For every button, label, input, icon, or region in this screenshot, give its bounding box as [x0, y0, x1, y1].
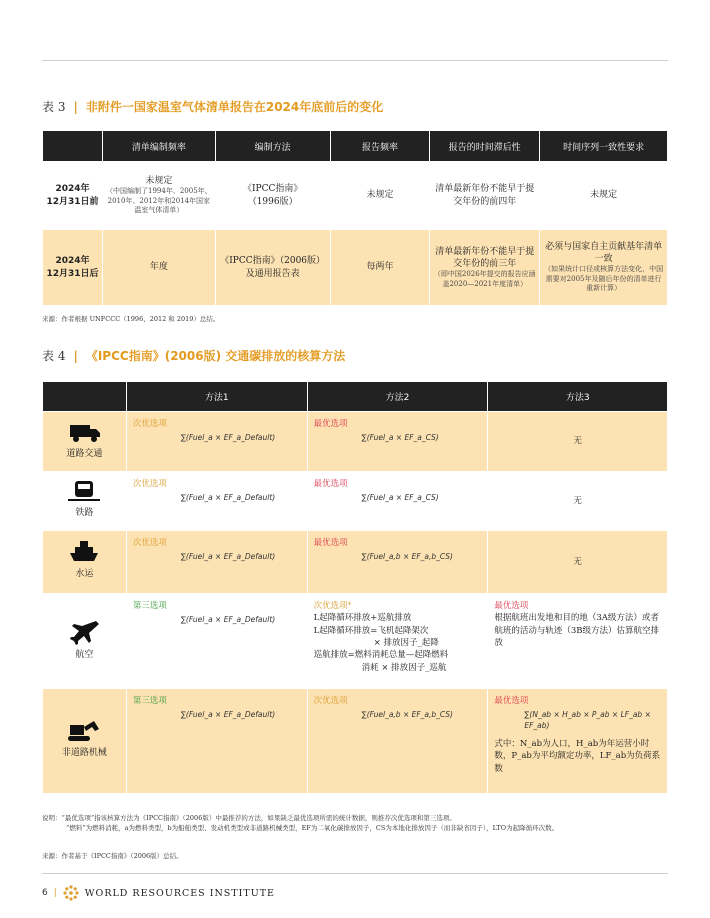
- method-line: 消耗 × 排放因子_巡航: [361, 662, 447, 673]
- vehicle-name: 铁路: [75, 508, 94, 519]
- method2-cell: [307, 689, 488, 794]
- method-line: L起降循环排放=飞机起降架次: [313, 625, 429, 636]
- reporting-cell: 未规定: [330, 162, 430, 230]
- table4-source: 来源：作者基于《IPCC指南》（2006版）总结。: [42, 852, 183, 860]
- consistency-value: 必须与国家自主贡献基年清单一致: [545, 242, 663, 265]
- airplane-icon: [66, 617, 102, 645]
- table-row: [43, 594, 668, 689]
- option-label: 次优选项: [132, 419, 167, 429]
- vehicle-name: 道路交通: [66, 448, 103, 459]
- method3-cell: 无: [488, 531, 668, 594]
- footer-divider: [42, 873, 668, 874]
- vehicle-name: 非道路机械: [61, 748, 107, 759]
- table3-number: 表 3: [42, 100, 66, 114]
- table4-header: 方法2: [307, 382, 488, 412]
- consistency-note: （如果统计口径或核算方法变化，中国需要对2005年及随后年份的清单进行重新计算）: [544, 265, 664, 293]
- method3-cell: [488, 689, 668, 794]
- method-cell: 《IPCC指南》 （1996版）: [215, 162, 330, 230]
- vehicle-name: 水运: [75, 569, 94, 580]
- method2-cell: [307, 594, 488, 689]
- option-label: 次优选项: [132, 538, 167, 548]
- row-head: 2024年 12月31日后: [43, 230, 103, 306]
- page-number: 6: [42, 888, 48, 898]
- title-separator: |: [73, 348, 78, 363]
- method3-cell: 无: [488, 412, 668, 472]
- method-line: L起降循环排放+巡航排放: [313, 613, 412, 624]
- formula: ∑(N_ab × H_ab × P_ab × LF_ab × EF_ab): [524, 710, 651, 731]
- lag-value: 清单最新年份不能早于提交年份的前三年: [435, 246, 535, 270]
- option-label: 次优选项⁴: [313, 601, 352, 611]
- table-row: [43, 230, 668, 306]
- table4-number: 表 4: [42, 349, 66, 363]
- table4-header-blank: [43, 382, 127, 412]
- option-label: 最优选项: [313, 479, 348, 489]
- table3-header: 时间序列一致性要求: [540, 131, 668, 162]
- row-head: [43, 689, 127, 794]
- method1-cell: [126, 412, 307, 472]
- method-line: 巡航排放=燃料消耗总量—起降燃料: [313, 650, 449, 661]
- method-line: × 排放因子_起降: [373, 637, 439, 648]
- table-row: [43, 472, 668, 531]
- note-line: 说明：“最优选项”指该核算方法为《IPCC指南》（2006版）中最推荐的方法，如果缺乏最优选项所需的统计数据，则推荐次优选项和第三选项。: [42, 814, 456, 822]
- option-label: 第三选项: [132, 601, 167, 611]
- table4: [42, 381, 668, 794]
- formula: ∑(Fuel_a × EF_a_Default): [180, 710, 276, 720]
- table4-note: [42, 813, 558, 834]
- table3-header: 清单编制频率: [102, 131, 215, 162]
- formula: ∑(Fuel_a × EF_a_Default): [180, 615, 276, 625]
- table3-source: 来源：作者根据 UNFCCC（1996、2012 和 2019）总结。: [42, 315, 220, 323]
- option-label: 第三选项: [132, 696, 167, 706]
- method1-cell: [126, 531, 307, 594]
- row-head: [43, 412, 127, 472]
- table3-title-text: 非附件一国家温室气体清单报告在2024年底前后的变化: [85, 100, 384, 114]
- title-separator: |: [73, 99, 78, 114]
- frequency-note: （中国编制了1994年、2005年、2010年、2012年和2014年国家温室气体清单）: [106, 187, 212, 215]
- vehicle-name: 航空: [75, 650, 94, 661]
- frequency-cell: [102, 162, 215, 230]
- table3: [42, 130, 668, 306]
- table4-title-text: 《IPCC指南》(2006版) 交通碳排放的核算方法: [85, 349, 346, 363]
- method1-cell: [126, 472, 307, 531]
- reporting-cell: 每两年: [330, 230, 430, 306]
- method-cell: 《IPCC指南》（2006版） 及通用报告表: [215, 230, 330, 306]
- row-head: [43, 531, 127, 594]
- method-text: 根据航班出发地和目的地（3A级方法）或者航班的活动与轨迹（3B级方法）估算航空排放: [494, 613, 660, 648]
- formula: ∑(Fuel_a,b × EF_a,b_CS): [361, 710, 453, 720]
- truck-icon: [66, 420, 102, 444]
- method1-cell: [126, 689, 307, 794]
- option-label: 最优选项: [494, 696, 529, 706]
- option-label: 次优选项: [132, 479, 167, 489]
- wri-logo-icon: [63, 885, 79, 901]
- formula: ∑(Fuel_a,b × EF_a,b_CS): [361, 552, 453, 562]
- table3-header-blank: [43, 131, 103, 162]
- option-label: 最优选项: [313, 538, 348, 548]
- row-head: [43, 594, 127, 689]
- excavator-icon: [66, 719, 102, 743]
- formula: ∑(Fuel_a × EF_a_CS): [361, 493, 439, 503]
- footer-separator: |: [53, 888, 57, 898]
- formula: ∑(Fuel_a × EF_a_Default): [180, 552, 276, 562]
- note-line: “燃料”为燃料消耗，a为燃料类型，b为船舶类型、发动机类型或非道路机械类型，EF为二氧化碳排放因子，CS为本地化排放因子（而非缺省因子），LTO为起降循环次数。: [66, 824, 559, 833]
- method2-cell: [307, 531, 488, 594]
- method-text: 式中：N_ab为人口，H_ab为年运营小时数，P_ab为平均额定功率，LF_ab为负荷系数: [494, 739, 661, 774]
- table3-header: 报告频率: [330, 131, 430, 162]
- option-label: 最优选项: [313, 419, 348, 429]
- method2-cell: [307, 412, 488, 472]
- table3-header: 编制方法: [215, 131, 330, 162]
- option-label: 最优选项: [494, 601, 529, 611]
- organization-name: WORLD RESOURCES INSTITUTE: [84, 887, 275, 899]
- table4-header: 方法1: [126, 382, 307, 412]
- table3-header: 报告的时间滞后性: [430, 131, 540, 162]
- table3-title: [42, 98, 383, 115]
- row-head: 2024年 12月31日前: [43, 162, 103, 230]
- frequency-cell: 年度: [102, 230, 215, 306]
- table4-header: 方法3: [488, 382, 668, 412]
- method1-cell: [126, 594, 307, 689]
- table-row: [43, 162, 668, 230]
- table-row: [43, 531, 668, 594]
- option-label: 次优选项: [313, 696, 348, 706]
- table-row: [43, 689, 668, 794]
- lag-cell: 清单最新年份不能早于提交年份的前四年: [430, 162, 540, 230]
- ship-icon: [66, 540, 102, 564]
- frequency-value: 未规定: [145, 176, 173, 187]
- table4-title: [42, 347, 345, 364]
- consistency-cell: 未规定: [540, 162, 668, 230]
- method3-cell: 无: [488, 472, 668, 531]
- top-divider: [42, 60, 668, 61]
- page-footer: [42, 885, 275, 901]
- formula: ∑(Fuel_a × EF_a_CS): [361, 433, 439, 443]
- row-head: [43, 472, 127, 531]
- train-icon: [66, 479, 102, 503]
- table-row: [43, 412, 668, 472]
- method2-cell: [307, 472, 488, 531]
- formula: ∑(Fuel_a × EF_a_Default): [180, 493, 276, 503]
- lag-note: （即中国2026年提交的报告应涵盖2020—2021年度清单）: [433, 270, 536, 288]
- consistency-cell: [540, 230, 668, 306]
- lag-cell: [430, 230, 540, 306]
- formula: ∑(Fuel_a × EF_a_Default): [180, 433, 276, 443]
- method3-cell: [488, 594, 668, 689]
